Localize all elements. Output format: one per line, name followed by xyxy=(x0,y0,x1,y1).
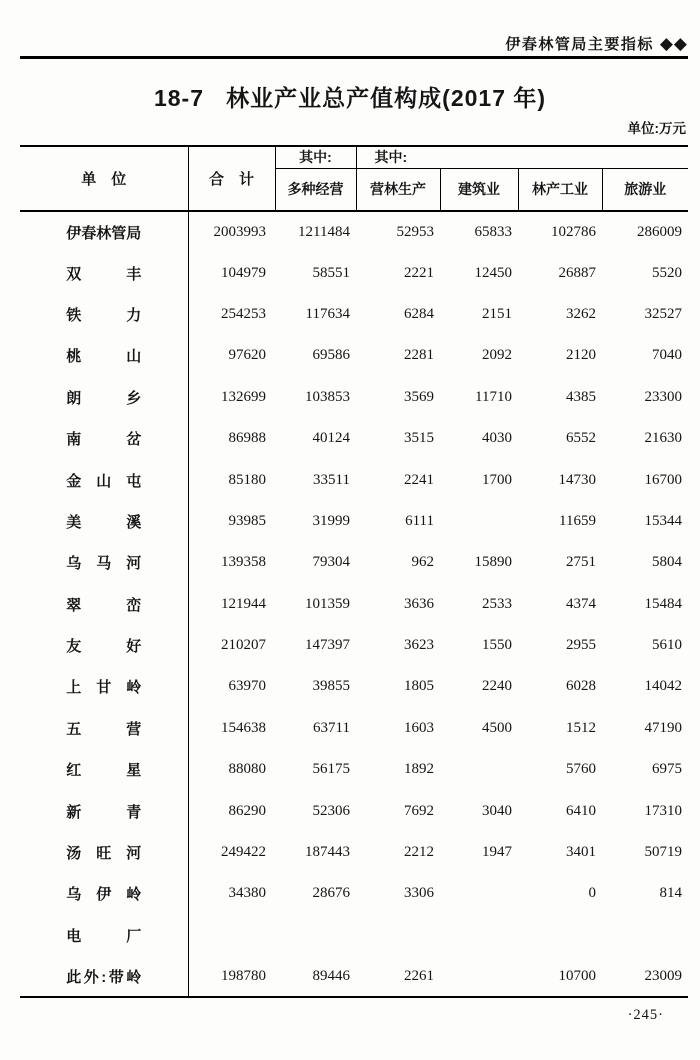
column-header-among-1: 其中: xyxy=(275,146,356,168)
value-diversified: 79304 xyxy=(312,554,350,571)
value-forest-industry: 2751 xyxy=(566,554,596,571)
value-tourism: 23009 xyxy=(644,967,683,984)
value-diversified: 58551 xyxy=(312,264,350,281)
unit-name-cell xyxy=(20,335,188,376)
unit-name-cell xyxy=(20,501,188,542)
table-body xyxy=(20,211,688,997)
value-total: 210207 xyxy=(221,637,266,654)
unit-name: 桃山 xyxy=(66,348,142,366)
value-total: 249422 xyxy=(221,844,266,861)
unit-name-cell xyxy=(20,294,188,335)
table-row xyxy=(20,708,688,749)
value-total: 254253 xyxy=(221,305,266,322)
table-row xyxy=(20,625,688,666)
unit-name: 双丰 xyxy=(66,265,142,283)
value-silviculture: 1603 xyxy=(404,719,434,736)
value-total: 63970 xyxy=(228,678,266,695)
table-row xyxy=(20,252,688,293)
value-diversified: 31999 xyxy=(312,512,350,529)
value-total: 2003993 xyxy=(213,223,266,240)
value-silviculture: 7692 xyxy=(404,802,434,819)
value-tourism: 21630 xyxy=(644,430,683,447)
value-construction xyxy=(440,749,518,790)
value-tourism: 23300 xyxy=(644,388,683,405)
value-total: 85180 xyxy=(228,471,266,488)
unit-name-cell xyxy=(20,459,188,500)
value-total: 86290 xyxy=(228,802,266,819)
table-row xyxy=(20,584,688,625)
unit-name: 此外:带岭 xyxy=(66,968,142,986)
table-row xyxy=(20,459,688,500)
unit-name-cell xyxy=(20,377,188,418)
table-row xyxy=(20,790,688,831)
value-forest-industry: 0 xyxy=(588,885,596,902)
value-silviculture: 2221 xyxy=(404,264,434,281)
page-number: ·245· xyxy=(627,1007,664,1023)
statistics-table xyxy=(20,145,688,998)
unit-name-cell xyxy=(20,584,188,625)
value-forest-industry: 26887 xyxy=(558,264,596,281)
value-tourism: 6975 xyxy=(652,761,683,778)
value-forest-industry: 102786 xyxy=(551,223,596,240)
value-silviculture: 6284 xyxy=(404,305,434,322)
value-construction: 2092 xyxy=(482,347,512,364)
value-forest-industry: 3262 xyxy=(566,305,596,322)
unit-name: 乌马河 xyxy=(66,555,142,573)
value-tourism: 50719 xyxy=(644,844,683,861)
unit-name: 新青 xyxy=(66,803,142,821)
unit-name-cell xyxy=(20,790,188,831)
unit-name-cell xyxy=(20,749,188,790)
value-construction: 2240 xyxy=(482,678,512,695)
unit-name: 乌伊岭 xyxy=(66,886,142,904)
value-tourism: 16700 xyxy=(644,471,683,488)
page-title: 18-7 林业产业总产值构成(2017 年) xyxy=(153,85,547,111)
value-silviculture: 3569 xyxy=(404,388,434,405)
running-head-text: 伊春林管局主要指标 xyxy=(505,36,654,53)
value-diversified: 1211484 xyxy=(298,223,350,240)
unit-name: 友好 xyxy=(66,638,142,656)
value-construction xyxy=(440,956,518,997)
unit-name: 汤旺河 xyxy=(66,845,142,863)
unit-name-cell xyxy=(20,915,188,956)
value-forest-industry: 14730 xyxy=(558,471,596,488)
value-silviculture: 2261 xyxy=(404,967,434,984)
value-diversified: 63711 xyxy=(313,719,350,736)
table-row xyxy=(20,501,688,542)
table-row xyxy=(20,749,688,790)
unit-name: 五营 xyxy=(66,720,142,738)
column-header-diversified: 多种经营 xyxy=(275,168,356,211)
value-tourism: 47190 xyxy=(644,719,683,736)
value-tourism: 32527 xyxy=(644,305,683,322)
value-forest-industry: 4385 xyxy=(566,388,596,405)
value-construction xyxy=(440,501,518,542)
value-total: 154638 xyxy=(221,719,266,736)
value-silviculture xyxy=(356,915,440,956)
unit-name: 翠峦 xyxy=(66,596,142,614)
value-total xyxy=(188,915,275,956)
statistics-table-wrap xyxy=(20,145,688,998)
value-construction: 1700 xyxy=(482,471,512,488)
running-head xyxy=(20,33,688,54)
unit-name-cell xyxy=(20,666,188,707)
value-forest-industry: 4374 xyxy=(566,595,596,612)
column-header-silviculture: 营林生产 xyxy=(356,168,440,211)
value-construction: 12450 xyxy=(474,264,512,281)
value-tourism: 286009 xyxy=(637,223,683,240)
value-tourism: 14042 xyxy=(644,678,683,695)
unit-name-cell xyxy=(20,873,188,914)
table-row xyxy=(20,956,688,997)
value-tourism xyxy=(602,915,688,956)
value-silviculture: 2281 xyxy=(404,347,434,364)
value-forest-industry: 1512 xyxy=(566,719,596,736)
table-row xyxy=(20,542,688,583)
value-construction: 15890 xyxy=(474,554,512,571)
value-total: 93985 xyxy=(228,512,266,529)
value-tourism: 17310 xyxy=(644,802,683,819)
value-diversified: 103853 xyxy=(305,388,350,405)
value-construction: 1550 xyxy=(482,637,512,654)
unit-name: 铁力 xyxy=(66,306,142,324)
column-header-among-2: 其中: xyxy=(356,146,688,168)
value-forest-industry: 2120 xyxy=(566,347,596,364)
value-silviculture: 962 xyxy=(411,554,434,571)
value-silviculture: 1805 xyxy=(404,678,434,695)
value-diversified: 69586 xyxy=(312,347,350,364)
table-row xyxy=(20,377,688,418)
unit-name: 电厂 xyxy=(66,927,142,945)
value-construction: 3040 xyxy=(482,802,512,819)
value-construction: 4030 xyxy=(482,430,512,447)
value-total: 198780 xyxy=(221,967,266,984)
value-total: 139358 xyxy=(221,554,266,571)
value-silviculture: 6111 xyxy=(405,512,434,529)
value-diversified: 89446 xyxy=(312,967,350,984)
value-diversified: 39855 xyxy=(312,678,350,695)
value-tourism: 15344 xyxy=(644,512,683,529)
value-construction: 11710 xyxy=(475,388,512,405)
value-total: 88080 xyxy=(228,761,266,778)
value-total: 104979 xyxy=(221,264,266,281)
value-silviculture: 3515 xyxy=(404,430,434,447)
table-row xyxy=(20,873,688,914)
value-forest-industry: 6028 xyxy=(566,678,596,695)
value-diversified: 147397 xyxy=(305,637,350,654)
value-diversified: 40124 xyxy=(312,430,350,447)
table-header xyxy=(20,146,688,211)
unit-name-cell xyxy=(20,418,188,459)
unit-name: 红星 xyxy=(66,762,142,780)
value-forest-industry: 6552 xyxy=(566,430,596,447)
value-diversified: 117634 xyxy=(305,305,350,322)
unit-name-cell xyxy=(20,708,188,749)
value-total: 34380 xyxy=(228,885,266,902)
unit-name-cell xyxy=(20,956,188,997)
table-row xyxy=(20,832,688,873)
unit-name: 伊春林管局 xyxy=(66,224,142,242)
value-forest-industry: 10700 xyxy=(558,967,596,984)
value-silviculture: 3636 xyxy=(404,595,434,612)
value-construction xyxy=(440,915,518,956)
value-tourism: 15484 xyxy=(644,595,683,612)
value-forest-industry: 6410 xyxy=(566,802,596,819)
column-header-forest-industry: 林产工业 xyxy=(518,168,602,211)
unit-name: 金山屯 xyxy=(66,472,142,490)
value-diversified: 52306 xyxy=(312,802,350,819)
unit-note: 单位:万元 xyxy=(627,121,686,136)
unit-name: 南岔 xyxy=(66,431,142,449)
value-forest-industry: 5760 xyxy=(566,761,596,778)
unit-name-cell xyxy=(20,211,188,252)
value-silviculture: 2212 xyxy=(404,844,434,861)
value-forest-industry xyxy=(518,915,602,956)
value-total: 97620 xyxy=(228,347,266,364)
value-total: 86988 xyxy=(228,430,266,447)
value-forest-industry: 11659 xyxy=(559,512,596,529)
column-header-construction: 建筑业 xyxy=(440,168,518,211)
value-silviculture: 3306 xyxy=(404,885,434,902)
value-diversified: 33511 xyxy=(313,471,350,488)
column-header-total: 合 计 xyxy=(188,146,275,211)
header-rule xyxy=(20,56,688,59)
value-diversified: 101359 xyxy=(305,595,350,612)
table-row xyxy=(20,211,688,252)
value-silviculture: 3623 xyxy=(404,637,434,654)
value-silviculture: 52953 xyxy=(396,223,434,240)
value-silviculture: 2241 xyxy=(404,471,434,488)
value-tourism: 814 xyxy=(659,885,683,902)
unit-name-cell xyxy=(20,252,188,293)
unit-name-cell xyxy=(20,832,188,873)
value-tourism: 5804 xyxy=(652,554,683,571)
table-row xyxy=(20,666,688,707)
unit-name: 美溪 xyxy=(66,513,142,531)
table-row xyxy=(20,915,688,956)
value-diversified xyxy=(275,915,356,956)
value-construction: 4500 xyxy=(482,719,512,736)
value-diversified: 56175 xyxy=(312,761,350,778)
value-tourism: 7040 xyxy=(652,347,683,364)
value-total: 121944 xyxy=(221,595,266,612)
unit-name: 朗乡 xyxy=(66,389,142,407)
value-construction: 65833 xyxy=(474,223,512,240)
value-construction: 1947 xyxy=(482,844,512,861)
column-header-unit: 单 位 xyxy=(20,146,188,211)
diamond-marker-icon: ◆◆ xyxy=(659,34,688,53)
table-row xyxy=(20,294,688,335)
table-row xyxy=(20,335,688,376)
unit-name: 上甘岭 xyxy=(66,679,142,697)
value-tourism: 5520 xyxy=(652,264,683,281)
value-forest-industry: 3401 xyxy=(566,844,596,861)
value-construction: 2533 xyxy=(482,595,512,612)
value-forest-industry: 2955 xyxy=(566,637,596,654)
value-diversified: 28676 xyxy=(312,885,350,902)
value-diversified: 187443 xyxy=(305,844,350,861)
value-tourism: 5610 xyxy=(652,637,683,654)
value-total: 132699 xyxy=(221,388,266,405)
unit-name-cell xyxy=(20,625,188,666)
value-construction xyxy=(440,873,518,914)
column-header-tourism: 旅游业 xyxy=(624,181,667,198)
value-construction: 2151 xyxy=(482,305,512,322)
value-silviculture: 1892 xyxy=(404,761,434,778)
unit-name-cell xyxy=(20,542,188,583)
table-row xyxy=(20,418,688,459)
